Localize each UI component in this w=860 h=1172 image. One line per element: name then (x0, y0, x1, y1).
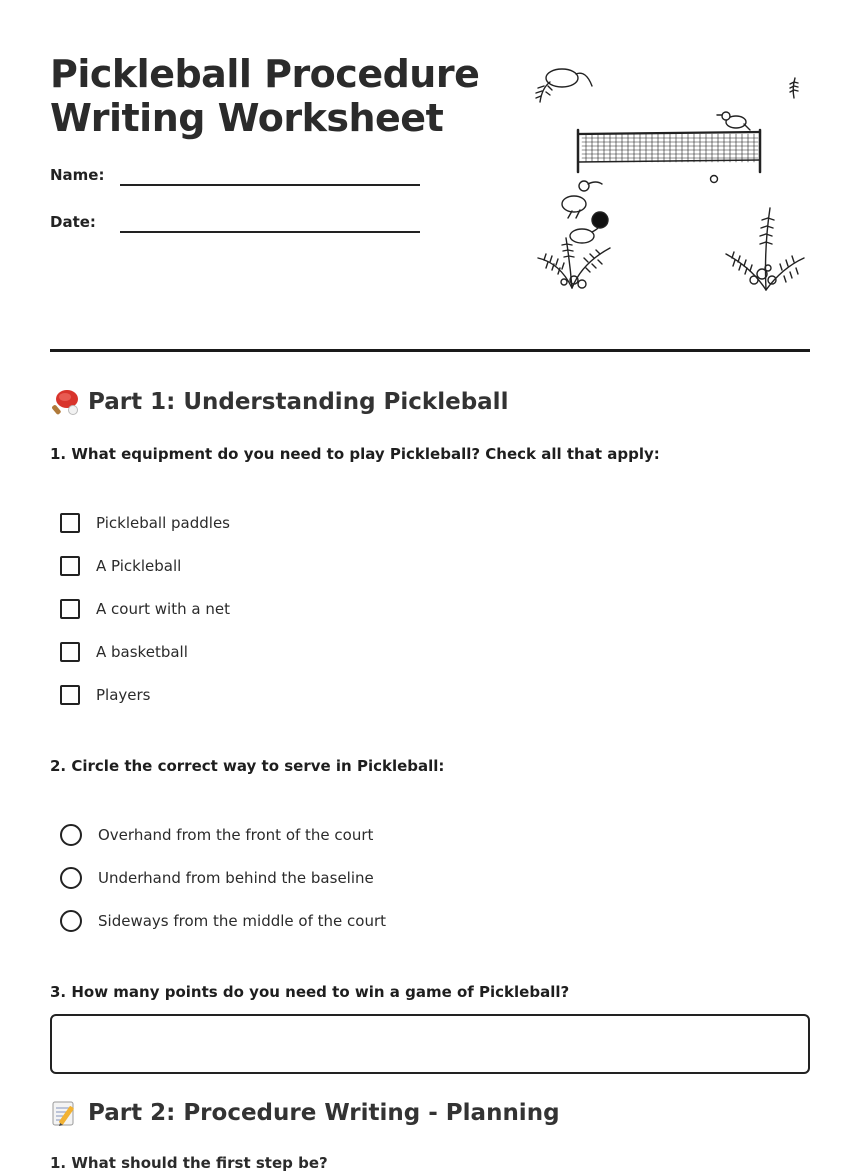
radio-circle[interactable] (60, 867, 82, 889)
option-label: Underhand from behind the baseline (98, 869, 374, 887)
name-field[interactable] (50, 166, 420, 196)
bird-on-net-icon (717, 112, 750, 130)
net-icon (578, 130, 760, 172)
option-label: A basketball (96, 643, 188, 661)
question-3: 3. How many points do you need to win a game of Pickleball? (50, 983, 570, 1001)
serve-option-sideways[interactable] (60, 909, 386, 933)
part2-heading-text: Part 2: Procedure Writing - Planning (88, 1100, 560, 1126)
title-line-2: Writing Worksheet (50, 96, 444, 140)
part1-heading-text: Part 1: Understanding Pickleball (88, 389, 509, 415)
option-label: Players (96, 686, 151, 704)
fern-right-icon (726, 208, 804, 290)
option-label: Overhand from the front of the court (98, 826, 374, 844)
question-1: 1. What equipment do you need to play Pickleball? Check all that apply: (50, 445, 660, 463)
equipment-option-pickleball[interactable] (60, 554, 181, 578)
option-label: A Pickleball (96, 557, 182, 575)
ball-icon (711, 176, 718, 183)
page-title (50, 52, 490, 140)
fern-sprig-icon (790, 78, 798, 98)
equipment-option-players[interactable] (60, 683, 151, 707)
part1-heading (50, 388, 508, 416)
date-label: Date: (50, 213, 96, 231)
option-label: Pickleball paddles (96, 514, 230, 532)
date-field[interactable] (50, 213, 420, 243)
checkbox[interactable] (60, 556, 80, 576)
checkbox[interactable] (60, 685, 80, 705)
points-answer-input[interactable] (50, 1014, 810, 1074)
option-label: Sideways from the middle of the court (98, 912, 386, 930)
serve-option-overhand[interactable] (60, 823, 373, 847)
checkbox[interactable] (60, 513, 80, 533)
header-divider (50, 349, 810, 352)
kiwi-bird-icon (536, 69, 592, 102)
radio-circle[interactable] (60, 910, 82, 932)
pickleball-illustration (530, 58, 810, 328)
serve-option-underhand[interactable] (60, 866, 374, 890)
equipment-option-paddles[interactable] (60, 511, 230, 535)
title-line-1: Pickleball Procedure (50, 52, 480, 96)
part2-question-1-partial: 1. What should the first step be? (50, 1154, 328, 1172)
radio-circle[interactable] (60, 824, 82, 846)
fern-left-icon (538, 238, 610, 288)
ping-pong-paddle-icon (50, 388, 80, 416)
part2-heading (50, 1099, 560, 1127)
question-2: 2. Circle the correct way to serve in Pickleball: (50, 757, 445, 775)
date-input-line[interactable] (120, 231, 420, 233)
name-input-line[interactable] (120, 184, 420, 186)
equipment-option-court[interactable] (60, 597, 230, 621)
birds-with-ball-icon (562, 181, 608, 243)
checkbox[interactable] (60, 599, 80, 619)
memo-pencil-icon (50, 1099, 80, 1127)
name-label: Name: (50, 166, 105, 184)
option-label: A court with a net (96, 600, 230, 618)
equipment-option-basketball[interactable] (60, 640, 188, 664)
checkbox[interactable] (60, 642, 80, 662)
